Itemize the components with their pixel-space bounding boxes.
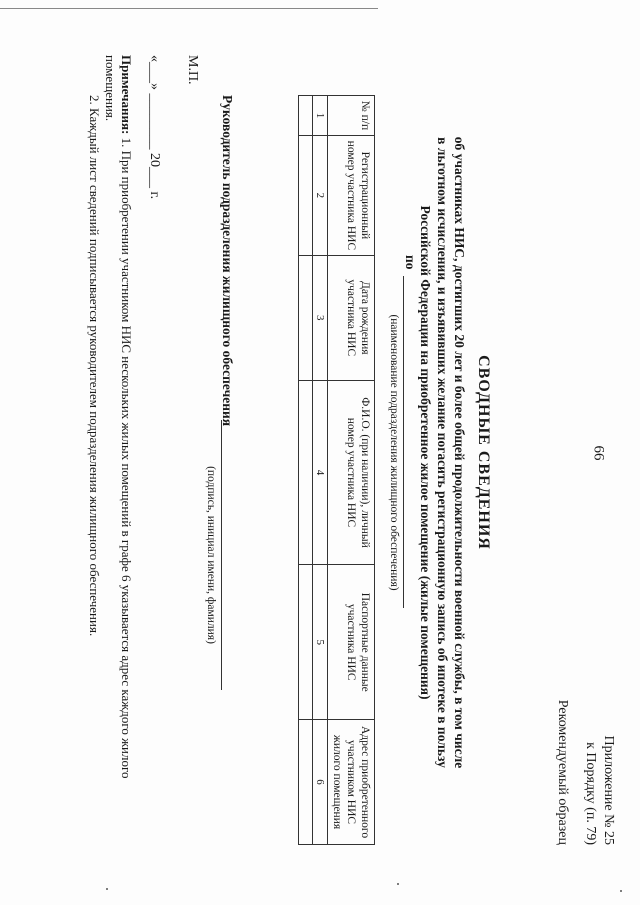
column-number: 5 <box>313 565 328 720</box>
header-cell-reg-number: Регистрационный номер участника НИС <box>328 135 375 255</box>
appendix-clause: к Порядку (п. 79) <box>583 742 598 845</box>
signature-caption: (подпись, инициал имени, фамилия) <box>205 466 217 644</box>
table-cell <box>299 135 313 255</box>
notes-block <box>102 55 134 795</box>
table-cell <box>299 96 313 136</box>
column-number: 3 <box>313 255 328 380</box>
notes-label: Примечания: <box>119 55 134 135</box>
document-subtitle <box>417 0 468 905</box>
note-item-2: 2. Каждый лист сведений подписывается руководителем подразделения жилищного обеспечения. <box>87 95 102 637</box>
date-line: «___» ________ 20___ г. <box>147 55 162 200</box>
table-header-row <box>328 96 375 845</box>
table-row <box>299 96 313 845</box>
column-number: 1 <box>313 96 328 136</box>
division-name-caption: (наименование подразделения жилищного обеспечения) <box>388 314 400 591</box>
table-cell <box>299 380 313 565</box>
note-item-1: 1. При приобретении участником НИС нескольких жилых помещений в графе 6 указывается адрес каждого жилого помещения. <box>103 55 134 779</box>
table-cell <box>299 255 313 380</box>
document-title: СВОДНЫЕ СВЕДЕНИЯ <box>475 355 492 550</box>
division-name-line <box>403 276 404 608</box>
head-of-division-label: Руководитель подразделения жилищного обеспечения <box>220 95 235 427</box>
column-number: 6 <box>313 720 328 845</box>
header-cell-birth-date: Дата рождения участника НИС <box>328 255 375 380</box>
header-cell-passport: Паспортные данные участника НИС <box>328 565 375 720</box>
subtitle-line-1: об участниках НИС, достигших 20 лет и более общей продолжительности военной службы, в том числе <box>452 136 467 769</box>
page-number: 66 <box>590 445 607 461</box>
appendix-reference <box>581 736 617 846</box>
participants-table <box>298 95 375 845</box>
po-label: по <box>403 255 418 270</box>
header-cell-index: № п/п <box>328 96 375 136</box>
recommended-sample-label: Рекомендуемый образец <box>555 699 570 845</box>
table-number-row <box>313 96 328 845</box>
column-number: 4 <box>313 380 328 565</box>
column-number: 2 <box>313 135 328 255</box>
subtitle-line-2: в льготном исчислении, и изъявивших желание погасить регистрационную запись об ипотеке в пользу <box>435 137 450 768</box>
appendix-number: Приложение № 25 <box>601 735 616 845</box>
header-cell-full-name: Ф.И.О. (при наличии), личный номер участника НИС <box>328 380 375 565</box>
subtitle-line-3: Российской Федерации на приобретенное жилое помещение (жилые помещения) <box>418 205 433 700</box>
seal-place-label: М.П. <box>185 55 200 85</box>
signature-line <box>221 420 222 690</box>
table-cell <box>299 565 313 720</box>
header-cell-address: Адрес приобретенного участником НИС жилого помещения <box>328 720 375 845</box>
table-cell <box>299 720 313 845</box>
